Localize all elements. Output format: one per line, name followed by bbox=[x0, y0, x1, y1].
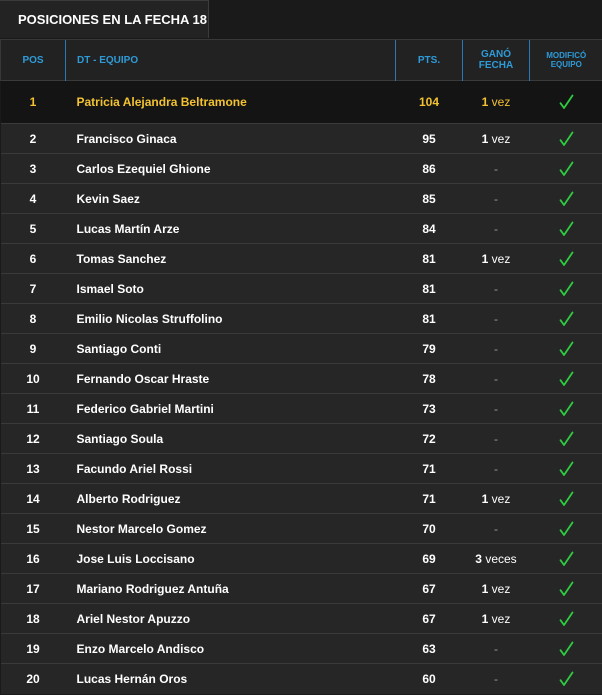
row-team-name[interactable]: Carlos Ezequiel Ghione bbox=[66, 154, 396, 184]
row-points: 71 bbox=[396, 484, 463, 514]
row-won-round bbox=[463, 664, 530, 694]
table-row[interactable] bbox=[1, 604, 602, 634]
row-won-round bbox=[463, 574, 530, 604]
won-dash: - bbox=[494, 521, 498, 536]
check-icon bbox=[559, 94, 574, 110]
row-won-round bbox=[463, 214, 530, 244]
row-team-name[interactable]: Lucas Martín Arze bbox=[66, 214, 396, 244]
check-icon bbox=[559, 671, 574, 687]
table-row[interactable] bbox=[1, 514, 602, 544]
row-points: 95 bbox=[396, 124, 463, 154]
row-position: 16 bbox=[1, 544, 66, 574]
won-unit: vez bbox=[491, 581, 511, 596]
won-count: 1 bbox=[481, 131, 489, 146]
row-team-name[interactable]: Federico Gabriel Martini bbox=[66, 394, 396, 424]
table-row[interactable] bbox=[1, 124, 602, 154]
check-icon bbox=[559, 191, 574, 207]
row-won-round bbox=[463, 304, 530, 334]
row-modified-team bbox=[530, 454, 602, 484]
row-modified-team bbox=[530, 244, 602, 274]
row-points: 85 bbox=[396, 184, 463, 214]
col-header-pos: POS bbox=[1, 40, 66, 81]
check-icon bbox=[559, 281, 574, 297]
row-points: 86 bbox=[396, 154, 463, 184]
row-points: 63 bbox=[396, 634, 463, 664]
won-count: 1 bbox=[481, 251, 489, 266]
table-row[interactable] bbox=[1, 364, 602, 394]
row-modified-team bbox=[530, 484, 602, 514]
row-team-name[interactable]: Nestor Marcelo Gomez bbox=[66, 514, 396, 544]
row-modified-team bbox=[530, 664, 602, 694]
row-position: 18 bbox=[1, 604, 66, 634]
table-row[interactable] bbox=[1, 544, 602, 574]
row-team-name[interactable]: Patricia Alejandra Beltramone bbox=[66, 81, 396, 124]
row-position: 6 bbox=[1, 244, 66, 274]
check-icon bbox=[559, 611, 574, 627]
check-icon bbox=[559, 491, 574, 507]
won-dash: - bbox=[494, 671, 498, 686]
row-modified-team bbox=[530, 214, 602, 244]
row-team-name[interactable]: Facundo Ariel Rossi bbox=[66, 454, 396, 484]
row-team-name[interactable]: Ismael Soto bbox=[66, 274, 396, 304]
row-points: 70 bbox=[396, 514, 463, 544]
row-modified-team bbox=[530, 274, 602, 304]
row-won-round bbox=[463, 544, 530, 574]
row-position: 12 bbox=[1, 424, 66, 454]
row-won-round bbox=[463, 334, 530, 364]
row-won-round bbox=[463, 394, 530, 424]
check-icon bbox=[559, 461, 574, 477]
table-header-row bbox=[1, 40, 602, 81]
table-row[interactable] bbox=[1, 334, 602, 364]
check-icon bbox=[559, 401, 574, 417]
row-won-round bbox=[463, 244, 530, 274]
row-team-name[interactable]: Jose Luis Loccisano bbox=[66, 544, 396, 574]
won-unit: vez bbox=[491, 251, 511, 266]
check-icon bbox=[559, 371, 574, 387]
won-dash: - bbox=[494, 221, 498, 236]
won-count: 3 bbox=[475, 551, 482, 566]
table-row[interactable] bbox=[1, 81, 602, 124]
row-position: 8 bbox=[1, 304, 66, 334]
row-modified-team bbox=[530, 424, 602, 454]
row-points: 78 bbox=[396, 364, 463, 394]
won-unit: vez bbox=[491, 95, 511, 109]
row-points: 67 bbox=[396, 574, 463, 604]
row-position: 5 bbox=[1, 214, 66, 244]
row-position: 14 bbox=[1, 484, 66, 514]
row-modified-team bbox=[530, 81, 602, 124]
won-unit: veces bbox=[485, 551, 517, 566]
row-position: 10 bbox=[1, 364, 66, 394]
col-header-modified-line2: EQUIPO bbox=[550, 60, 582, 69]
table-row[interactable] bbox=[1, 244, 602, 274]
col-header-pts: PTS. bbox=[396, 40, 463, 81]
won-dash: - bbox=[494, 311, 498, 326]
table-row[interactable] bbox=[1, 424, 602, 454]
check-icon bbox=[559, 311, 574, 327]
row-won-round bbox=[463, 604, 530, 634]
col-header-won-line2: FECHA bbox=[478, 60, 514, 71]
row-modified-team bbox=[530, 184, 602, 214]
won-count: 1 bbox=[481, 95, 489, 109]
won-unit: vez bbox=[491, 611, 511, 626]
row-points: 60 bbox=[396, 664, 463, 694]
row-won-round bbox=[463, 154, 530, 184]
won-dash: - bbox=[494, 431, 498, 446]
row-position: 1 bbox=[1, 81, 66, 124]
row-modified-team bbox=[530, 154, 602, 184]
won-dash: - bbox=[494, 161, 498, 176]
row-position: 17 bbox=[1, 574, 66, 604]
row-team-name[interactable]: Kevin Saez bbox=[66, 184, 396, 214]
check-icon bbox=[559, 551, 574, 567]
row-won-round bbox=[463, 514, 530, 544]
check-icon bbox=[559, 161, 574, 177]
row-points: 84 bbox=[396, 214, 463, 244]
row-won-round bbox=[463, 274, 530, 304]
row-position: 3 bbox=[1, 154, 66, 184]
row-modified-team bbox=[530, 394, 602, 424]
table-row[interactable] bbox=[1, 664, 602, 694]
table-row[interactable] bbox=[1, 484, 602, 514]
col-header-modified bbox=[530, 40, 602, 81]
won-count: 1 bbox=[481, 611, 489, 626]
row-won-round bbox=[463, 424, 530, 454]
table-row[interactable] bbox=[1, 454, 602, 484]
row-points: 104 bbox=[396, 81, 463, 124]
row-won-round bbox=[463, 124, 530, 154]
row-points: 73 bbox=[396, 394, 463, 424]
table-row[interactable] bbox=[1, 634, 602, 664]
row-modified-team bbox=[530, 364, 602, 394]
row-team-name[interactable]: Francisco Ginaca bbox=[66, 124, 396, 154]
check-icon bbox=[559, 341, 574, 357]
standings-table bbox=[0, 39, 602, 694]
row-won-round bbox=[463, 364, 530, 394]
row-modified-team bbox=[530, 304, 602, 334]
won-unit: vez bbox=[491, 131, 511, 146]
won-dash: - bbox=[494, 641, 498, 656]
check-icon bbox=[559, 581, 574, 597]
table-row[interactable] bbox=[1, 574, 602, 604]
row-team-name[interactable]: Santiago Conti bbox=[66, 334, 396, 364]
row-points: 72 bbox=[396, 424, 463, 454]
col-header-modified-line1: MODIFICÓ bbox=[546, 51, 587, 60]
check-icon bbox=[559, 431, 574, 447]
tab-standings[interactable]: POSICIONES EN LA FECHA 18 bbox=[0, 0, 209, 38]
row-team-name[interactable]: Santiago Soula bbox=[66, 424, 396, 454]
row-team-name[interactable]: Tomas Sanchez bbox=[66, 244, 396, 274]
row-points: 67 bbox=[396, 604, 463, 634]
row-modified-team bbox=[530, 124, 602, 154]
row-modified-team bbox=[530, 334, 602, 364]
check-icon bbox=[559, 221, 574, 237]
check-icon bbox=[559, 131, 574, 147]
row-position: 9 bbox=[1, 334, 66, 364]
table-row[interactable] bbox=[1, 214, 602, 244]
won-unit: vez bbox=[491, 491, 511, 506]
row-team-name[interactable]: Ariel Nestor Apuzzo bbox=[66, 604, 396, 634]
row-team-name[interactable]: Enzo Marcelo Andisco bbox=[66, 634, 396, 664]
row-modified-team bbox=[530, 544, 602, 574]
won-dash: - bbox=[494, 461, 498, 476]
table-row[interactable] bbox=[1, 274, 602, 304]
row-modified-team bbox=[530, 574, 602, 604]
row-won-round bbox=[463, 81, 530, 124]
won-dash: - bbox=[494, 281, 498, 296]
row-position: 2 bbox=[1, 124, 66, 154]
row-position: 7 bbox=[1, 274, 66, 304]
col-header-won-line1: GANÓ bbox=[481, 49, 511, 60]
row-position: 19 bbox=[1, 634, 66, 664]
row-team-name[interactable]: Emilio Nicolas Struffolino bbox=[66, 304, 396, 334]
row-position: 13 bbox=[1, 454, 66, 484]
table-row[interactable] bbox=[1, 304, 602, 334]
check-icon bbox=[559, 251, 574, 267]
row-position: 20 bbox=[1, 664, 66, 694]
col-header-team: DT - EQUIPO bbox=[66, 40, 396, 81]
won-count: 1 bbox=[481, 491, 489, 506]
row-won-round bbox=[463, 184, 530, 214]
won-dash: - bbox=[494, 401, 498, 416]
check-icon bbox=[559, 641, 574, 657]
row-modified-team bbox=[530, 604, 602, 634]
won-dash: - bbox=[494, 371, 498, 386]
row-team-name[interactable]: Lucas Hernán Oros bbox=[66, 664, 396, 694]
won-count: 1 bbox=[481, 581, 489, 596]
row-points: 81 bbox=[396, 304, 463, 334]
check-icon bbox=[559, 521, 574, 537]
table-row[interactable] bbox=[1, 184, 602, 214]
row-points: 69 bbox=[396, 544, 463, 574]
row-points: 81 bbox=[396, 274, 463, 304]
row-team-name[interactable]: Fernando Oscar Hraste bbox=[66, 364, 396, 394]
row-team-name[interactable]: Mariano Rodriguez Antuña bbox=[66, 574, 396, 604]
row-modified-team bbox=[530, 634, 602, 664]
row-won-round bbox=[463, 634, 530, 664]
won-dash: - bbox=[494, 191, 498, 206]
tab-bar bbox=[0, 0, 602, 39]
row-position: 4 bbox=[1, 184, 66, 214]
table-row[interactable] bbox=[1, 394, 602, 424]
row-team-name[interactable]: Alberto Rodriguez bbox=[66, 484, 396, 514]
row-points: 79 bbox=[396, 334, 463, 364]
row-won-round bbox=[463, 454, 530, 484]
row-position: 15 bbox=[1, 514, 66, 544]
row-points: 71 bbox=[396, 454, 463, 484]
won-dash: - bbox=[494, 341, 498, 356]
table-row[interactable] bbox=[1, 154, 602, 184]
col-header-won bbox=[463, 40, 530, 81]
row-position: 11 bbox=[1, 394, 66, 424]
row-modified-team bbox=[530, 514, 602, 544]
row-points: 81 bbox=[396, 244, 463, 274]
row-won-round bbox=[463, 484, 530, 514]
